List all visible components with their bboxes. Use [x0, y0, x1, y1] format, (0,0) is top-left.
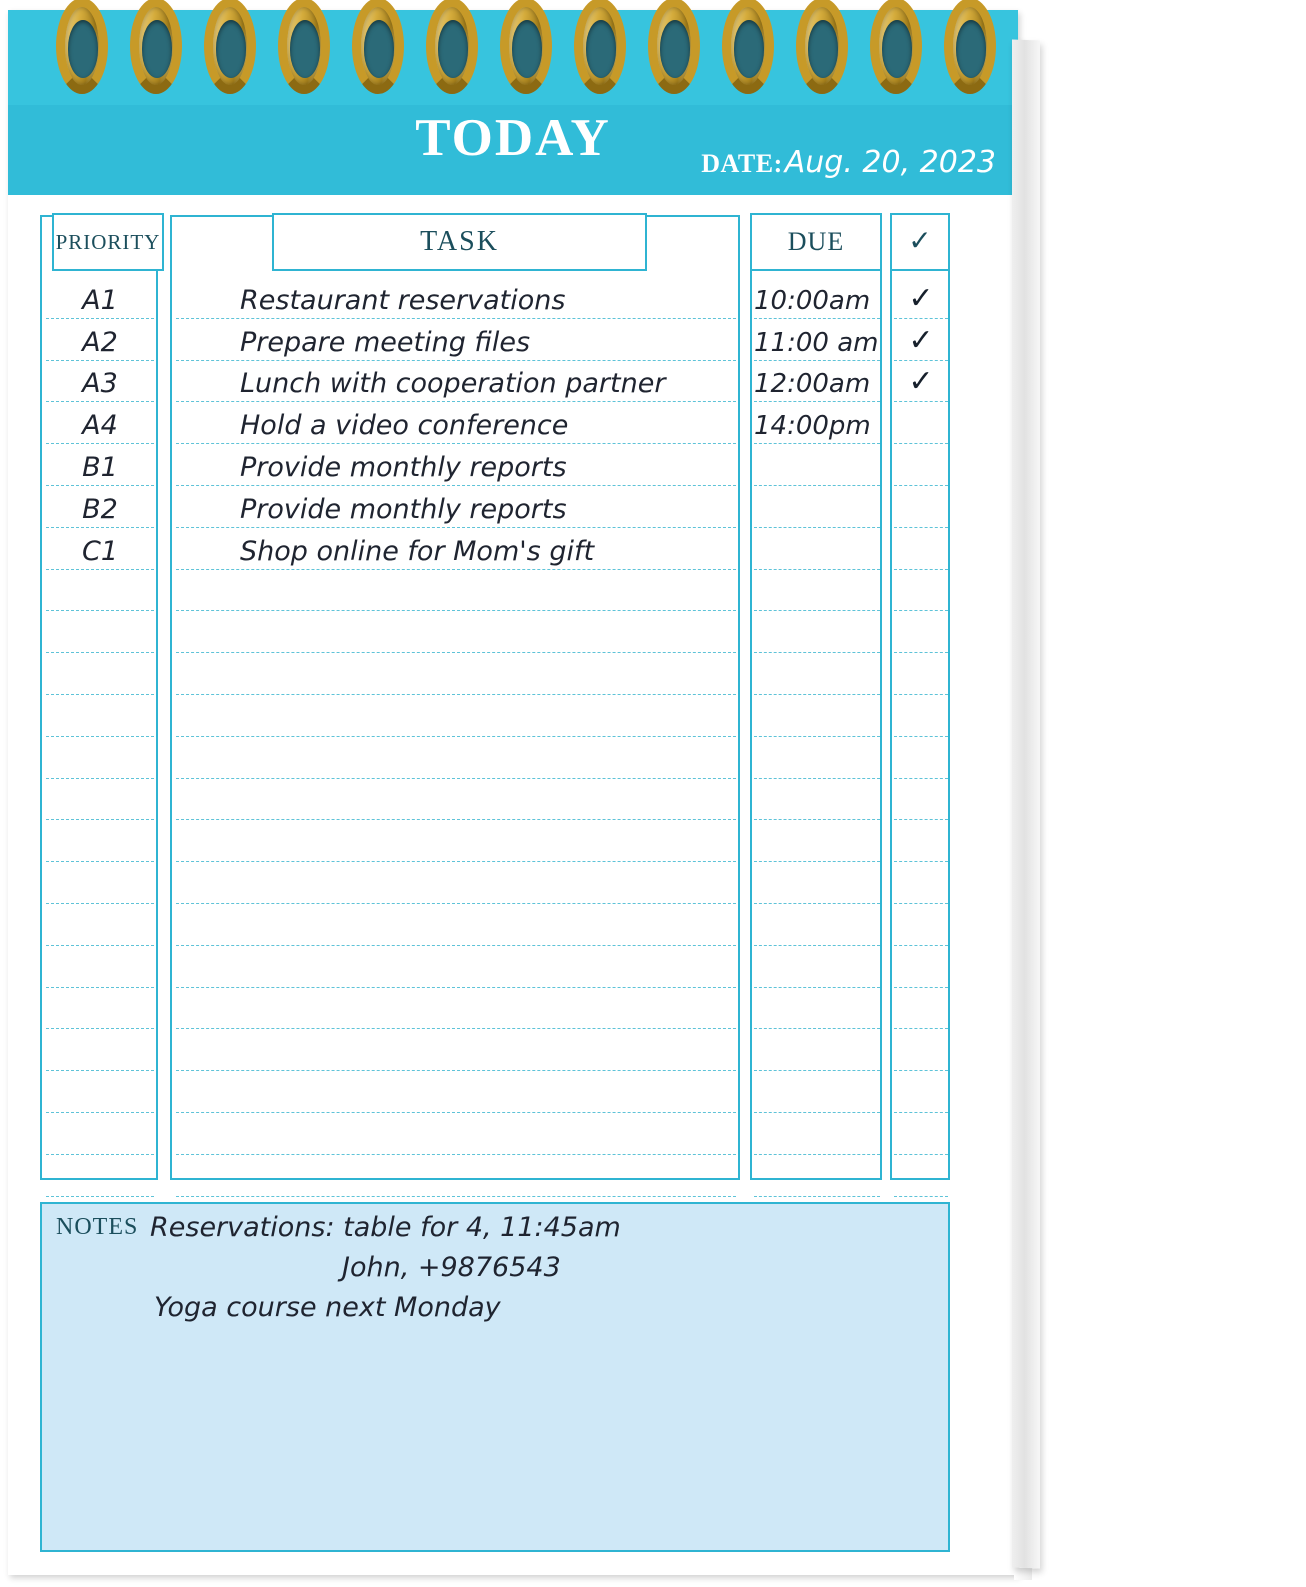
rule-row — [40, 1155, 950, 1197]
cell-check[interactable]: ✓ — [908, 322, 934, 358]
rule-row — [40, 570, 950, 612]
notepad-header — [8, 10, 1018, 195]
date-field — [701, 145, 996, 180]
header-top-strip — [8, 10, 1018, 105]
cell-priority[interactable]: A4 — [82, 410, 118, 442]
cell-due[interactable]: 10:00am — [754, 285, 871, 316]
rule-row — [40, 946, 950, 988]
cell-priority[interactable]: B1 — [82, 451, 118, 483]
rule-row — [40, 862, 950, 904]
header-priority: PRIORITY — [52, 213, 164, 271]
cell-task[interactable]: Restaurant reservations — [240, 284, 566, 316]
rule-row — [40, 737, 950, 779]
page-title: TODAY — [415, 109, 611, 167]
rule-segment — [754, 1196, 880, 1197]
page-stack-edge — [1012, 39, 1040, 1568]
notes-line: Reservations: table for 4, 11:45am — [150, 1212, 621, 1243]
notes-label: NOTES — [56, 1214, 139, 1240]
rule-segment — [176, 1196, 736, 1197]
cell-task[interactable]: Prepare meeting files — [240, 326, 531, 358]
cell-due[interactable]: 12:00am — [754, 369, 871, 400]
cell-priority[interactable]: A1 — [82, 284, 118, 316]
rule-row — [40, 1071, 950, 1113]
rule-row — [40, 904, 950, 946]
cell-priority[interactable]: B2 — [82, 493, 118, 525]
cell-due[interactable]: 11:00 am — [754, 327, 879, 358]
cell-task[interactable]: Hold a video conference — [240, 410, 569, 442]
rule-row — [40, 653, 950, 695]
rule-row — [40, 695, 950, 737]
notes-line: Yoga course next Monday — [154, 1292, 501, 1323]
rule-row — [40, 611, 950, 653]
table-row[interactable] — [40, 444, 950, 486]
table-row[interactable] — [40, 528, 950, 570]
cell-task[interactable]: Provide monthly reports — [240, 493, 567, 525]
cell-check[interactable]: ✓ — [908, 364, 934, 400]
date-value: Aug. 20, 2023 — [784, 145, 996, 180]
rule-row — [40, 779, 950, 821]
notepad-page — [8, 10, 1018, 1575]
rule-row — [40, 988, 950, 1030]
header-task: TASK — [272, 213, 647, 271]
rule-segment — [46, 1196, 154, 1197]
rule-row — [40, 1029, 950, 1071]
cell-task[interactable]: Provide monthly reports — [240, 451, 567, 483]
cell-check[interactable]: ✓ — [908, 280, 934, 316]
notes-line: John, +9876543 — [342, 1252, 561, 1283]
cell-task[interactable]: Shop online for Mom's gift — [240, 535, 595, 567]
table-row[interactable] — [40, 486, 950, 528]
table-row[interactable] — [40, 361, 950, 403]
rule-segment — [894, 1196, 948, 1197]
table-row[interactable] — [40, 277, 950, 319]
notes-section[interactable] — [40, 1202, 950, 1552]
cell-priority[interactable]: A3 — [82, 368, 118, 400]
header-due: DUE — [750, 213, 882, 271]
table-row[interactable] — [40, 319, 950, 361]
rule-row — [40, 1113, 950, 1155]
header-check: ✓ — [890, 213, 950, 271]
cell-task[interactable]: Lunch with cooperation partner — [240, 368, 666, 400]
cell-priority[interactable]: C1 — [81, 535, 119, 567]
task-table — [40, 215, 950, 1180]
date-label: DATE: — [701, 149, 783, 178]
cell-priority[interactable]: A2 — [82, 326, 118, 358]
table-row[interactable] — [40, 402, 950, 444]
cell-due[interactable]: 14:00pm — [754, 411, 871, 442]
rule-row — [40, 820, 950, 862]
task-rows — [40, 277, 950, 570]
